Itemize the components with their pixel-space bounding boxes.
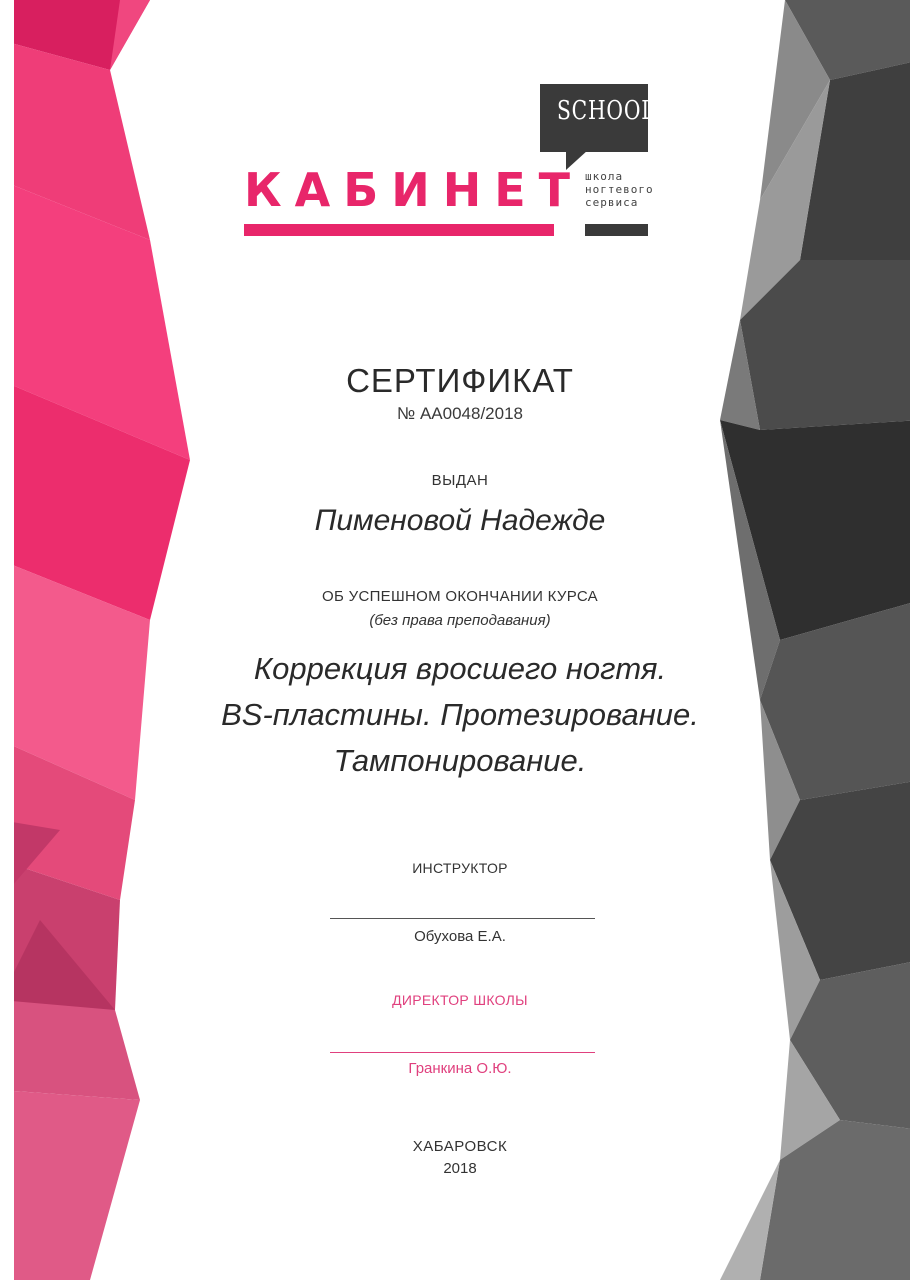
issue-city: ХАБАРОВСК	[412, 1138, 508, 1155]
logo-wordmark: КАБИНЕТ	[244, 163, 584, 217]
logo-subtitle-line: ногтевого	[585, 183, 654, 196]
course-title-line: Коррекция вросшего ногтя.	[253, 651, 667, 686]
instructor-signature-line	[330, 918, 595, 919]
director-label: ДИРЕКТОР ШКОЛЫ	[392, 992, 528, 1008]
instructor-label: ИНСТРУКТОР	[412, 860, 508, 876]
right-gray-border	[720, 0, 921, 1280]
left-pink-border	[0, 0, 190, 1280]
teaching-rights-note: (без права преподавания)	[369, 612, 551, 629]
course-title-line: BS-пластины. Протезирование.	[221, 697, 699, 732]
certificate-number: № АА0048/2018	[397, 404, 523, 423]
logo-subtitle	[585, 170, 685, 209]
completion-label: ОБ УСПЕШНОМ ОКОНЧАНИИ КУРСА	[322, 588, 598, 605]
logo-subtitle-line: сервиса	[585, 196, 639, 209]
recipient-name: Пименовой Надежде	[314, 504, 606, 537]
school-badge-text: SCHOOL	[557, 96, 656, 126]
issue-year: 2018	[443, 1160, 477, 1177]
instructor-name: Обухова Е.А.	[414, 928, 506, 945]
course-title	[170, 646, 750, 784]
issued-label: ВЫДАН	[431, 472, 489, 489]
director-name: Гранкина О.Ю.	[408, 1060, 512, 1077]
logo-underline-gray	[585, 224, 648, 236]
course-title-line: Тампонирование.	[333, 743, 587, 778]
director-signature-line	[330, 1052, 595, 1053]
logo-underline-pink	[244, 224, 554, 236]
certificate-title: СЕРТИФИКАТ	[346, 362, 574, 399]
logo-subtitle-line: школа	[585, 170, 624, 183]
